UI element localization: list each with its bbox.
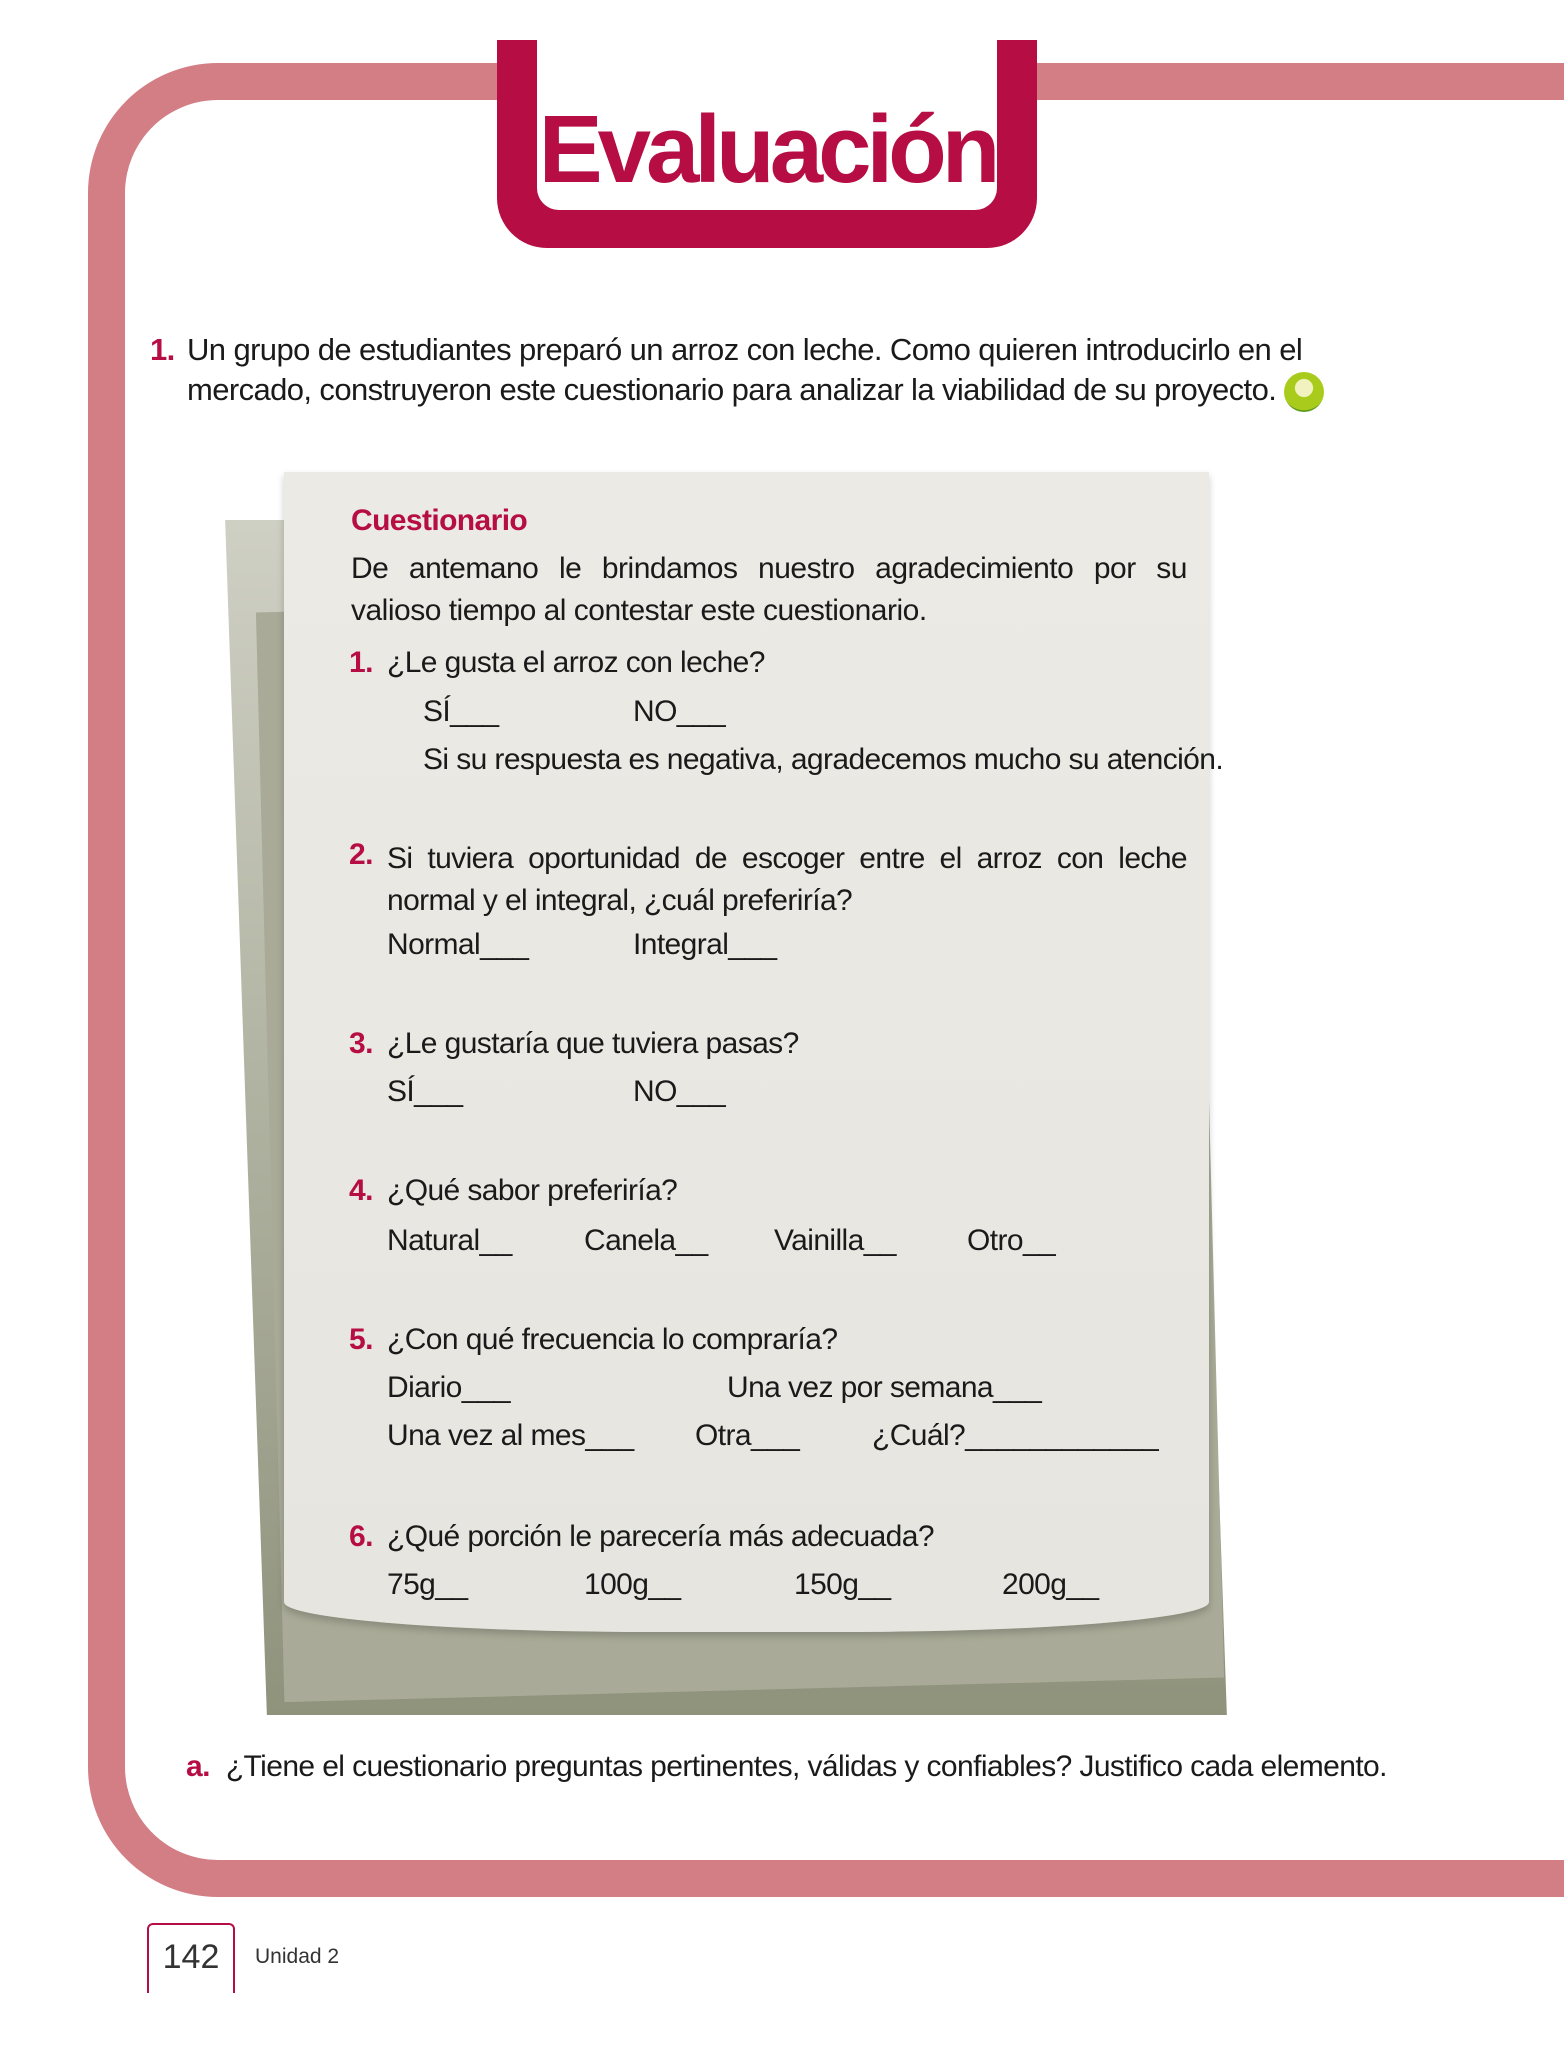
page-title: Evaluación — [538, 96, 996, 203]
item-number: 3. — [349, 1027, 373, 1060]
item-question: ¿Qué sabor preferiría? — [387, 1174, 678, 1207]
option: SÍ___ — [423, 695, 499, 728]
item-question: ¿Con qué frecuencia lo compraría? — [387, 1323, 838, 1356]
option: Una vez al mes___ — [387, 1419, 634, 1452]
item-number: 6. — [349, 1520, 373, 1553]
question-a — [186, 1750, 1486, 1784]
option: NO___ — [633, 1075, 726, 1108]
item-number: 5. — [349, 1323, 373, 1356]
option: NO___ — [633, 695, 726, 728]
lightbulb-icon — [1284, 372, 1324, 412]
item-question: ¿Le gusta el arroz con leche? — [387, 646, 765, 679]
option: 150g__ — [794, 1568, 891, 1601]
option: ¿Cuál?____________ — [872, 1419, 1159, 1452]
option: 100g__ — [584, 1568, 681, 1601]
questionnaire-heading: Cuestionario — [351, 504, 528, 537]
item-question: ¿Qué porción le parecería más adecuada? — [387, 1520, 934, 1553]
option: Diario___ — [387, 1371, 511, 1404]
item-number: 1. — [349, 646, 373, 679]
option: Otra___ — [695, 1419, 800, 1452]
option: SÍ___ — [387, 1075, 463, 1108]
question-a-label: a. — [186, 1750, 210, 1783]
item-note: Si su respuesta es negativa, agradecemos mucho su atención. — [423, 743, 1224, 776]
option: 200g__ — [1002, 1568, 1099, 1601]
option: Vainilla__ — [774, 1224, 896, 1257]
question-text: Un grupo de estudiantes preparó un arroz con leche. Como quieren introducirlo en el mercado, construyeron este cuestionario para analizar la viabilidad de su proyecto. — [187, 332, 1303, 407]
option: Normal___ — [387, 928, 529, 961]
questionnaire-intro: De antemano le brindamos nuestro agradecimiento por su valioso tiempo al contestar este cuestionario. — [351, 552, 1187, 627]
option: Natural__ — [387, 1224, 512, 1257]
page-number: 142 — [147, 1923, 235, 1993]
item-question: ¿Le gustaría que tuviera pasas? — [387, 1027, 799, 1060]
option: Canela__ — [584, 1224, 708, 1257]
option: Integral___ — [633, 928, 777, 961]
item-number: 4. — [349, 1174, 373, 1207]
item-number: 2. — [349, 838, 373, 871]
item-question: Si tuviera oportunidad de escoger entre el arroz con leche normal y el integral, ¿cuál preferiría? — [387, 842, 1187, 917]
option: 75g__ — [387, 1568, 468, 1601]
question-number: 1. — [150, 332, 175, 367]
question-1 — [150, 330, 1410, 412]
option: Otro__ — [967, 1224, 1056, 1257]
option: Una vez por semana___ — [727, 1371, 1042, 1404]
unit-label: Unidad 2 — [255, 1945, 340, 1968]
question-a-text: ¿Tiene el cuestionario preguntas pertinentes, válidas y confiables? Justifico cada elemento. — [225, 1750, 1387, 1783]
